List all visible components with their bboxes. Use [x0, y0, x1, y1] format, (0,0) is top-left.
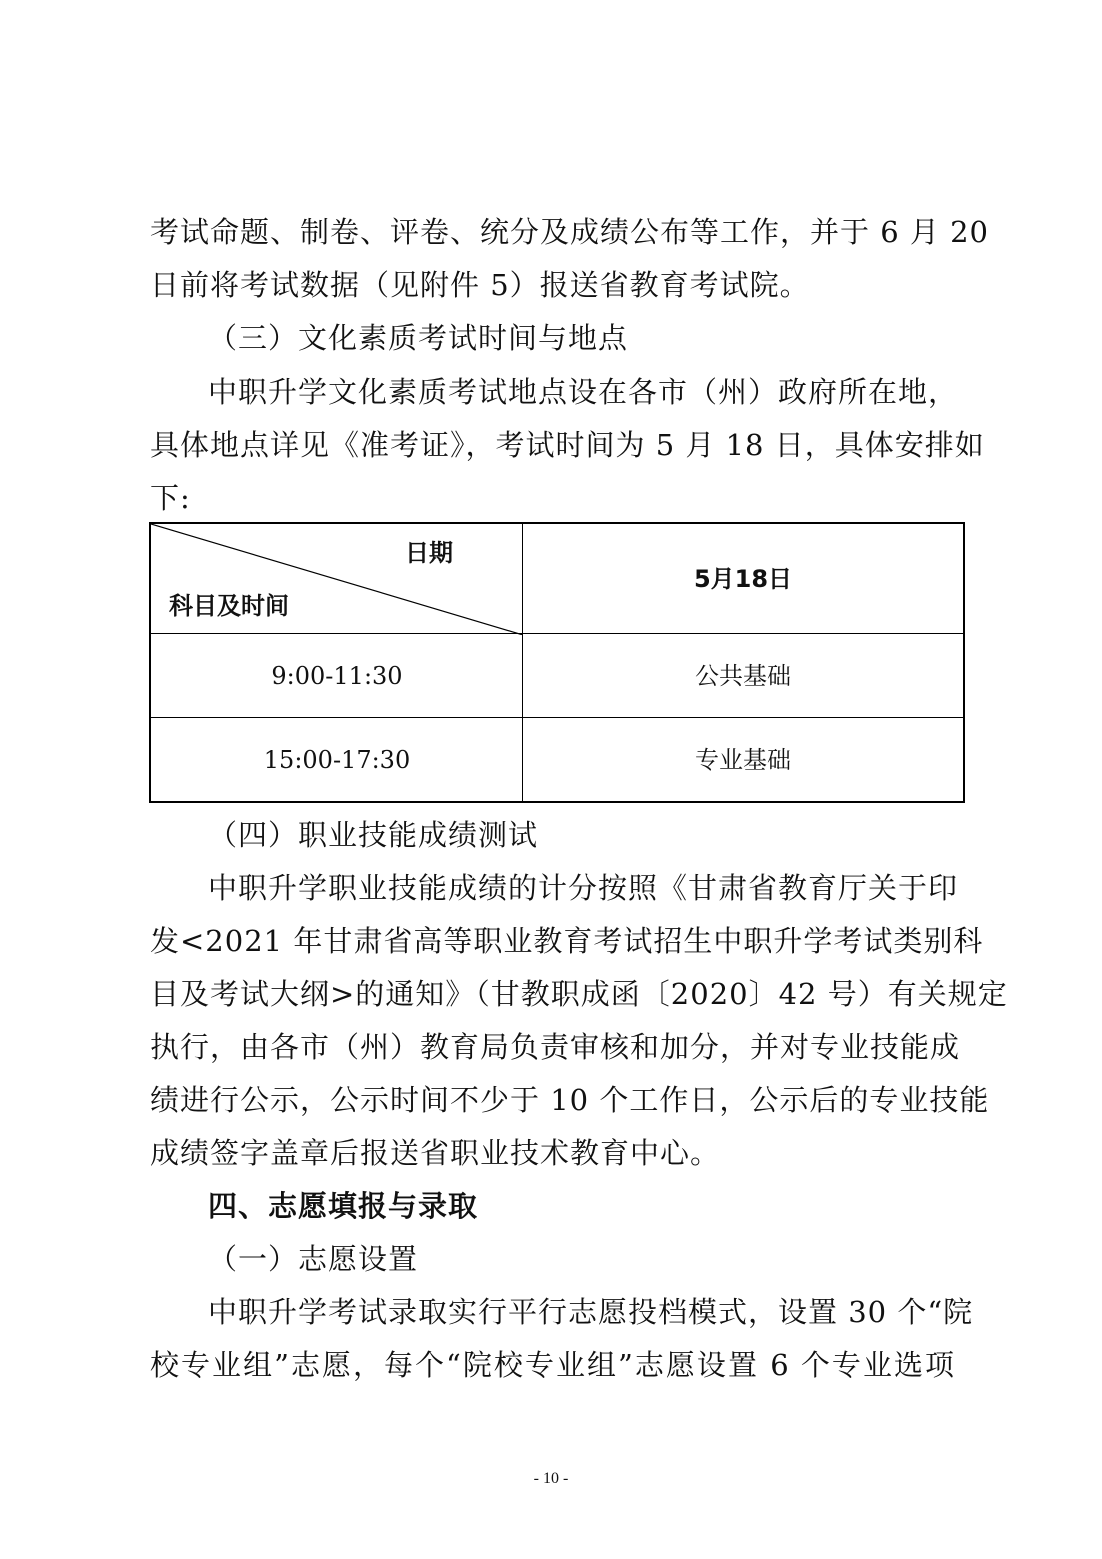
section-heading: （三）文化素质考试时间与地点	[208, 321, 629, 355]
body-text-line: 具体地点详见《准考证》，考试时间为 5 月 18 日，具体安排如	[150, 428, 985, 462]
body-text-line: 成绩签字盖章后报送省职业技术教育中心。	[150, 1136, 721, 1170]
body-text-line: 日前将考试数据（见附件 5）报送省教育考试院。	[150, 268, 810, 302]
body-text-line: 中职升学文化素质考试地点设在各市（州）政府所在地，	[208, 375, 959, 409]
header-date-label: 日期	[405, 539, 453, 567]
row-divider	[151, 633, 963, 634]
table-cell-time: 9:00-11:30	[271, 662, 403, 690]
body-text-line: 下:	[150, 481, 191, 515]
body-text-line: 校专业组”志愿，每个“院校专业组”志愿设置 6 个专业选项	[150, 1348, 955, 1382]
body-text-line: 绩进行公示，公示时间不少于 10 个工作日，公示后的专业技能	[150, 1083, 990, 1117]
body-text-line: 考试命题、制卷、评卷、统分及成绩公布等工作，并于 6 月 20	[150, 215, 990, 249]
header-subject-time-label: 科目及时间	[169, 592, 289, 620]
chapter-heading: 四、志愿填报与录取	[208, 1189, 479, 1223]
body-text-line: 执行，由各市（州）教育局负责审核和加分，并对专业技能成	[150, 1030, 961, 1064]
body-text-line: 发<2021 年甘肃省高等职业教育考试招生中职升学考试类别科	[150, 924, 984, 958]
table-cell-time: 15:00-17:30	[263, 746, 411, 774]
body-text-line: 中职升学职业技能成绩的计分按照《甘肃省教育厅关于印	[208, 871, 959, 905]
table-cell-subject: 公共基础	[695, 662, 791, 690]
body-text-line: 中职升学考试录取实行平行志愿投档模式，设置 30 个“院	[208, 1295, 974, 1329]
table-cell-subject: 专业基础	[695, 746, 791, 774]
header-date-value: 5月18日	[693, 565, 793, 593]
section-heading: （一）志愿设置	[208, 1242, 419, 1276]
exam-schedule-table	[149, 522, 965, 803]
row-divider	[151, 717, 963, 718]
body-text-line: 目及考试大纲>的通知》（甘教职成函〔2020〕42 号）有关规定	[150, 977, 1008, 1011]
section-heading: （四）职业技能成绩测试	[208, 818, 539, 852]
page-number: - 10 -	[533, 1470, 569, 1487]
